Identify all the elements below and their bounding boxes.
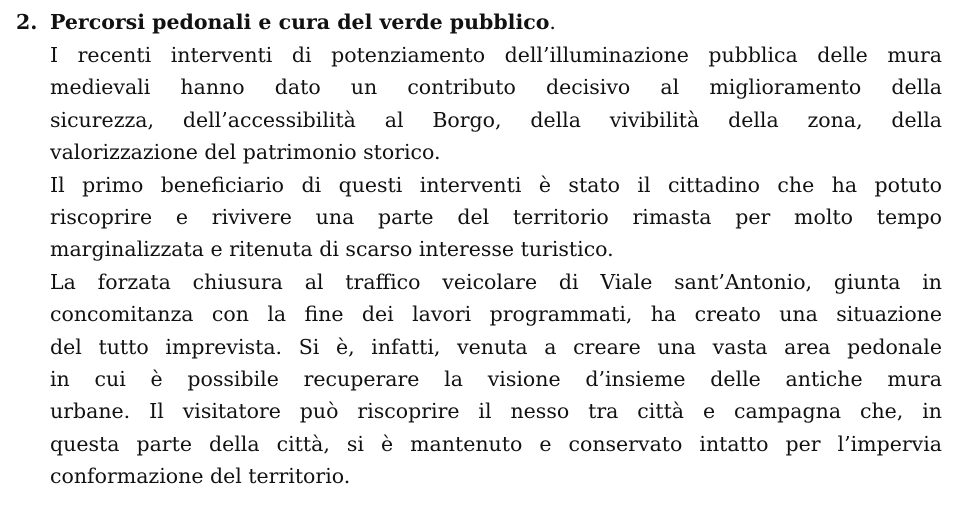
text-line: sicurezza, dell’accessibilità al Borgo, della vivibilità della zona, della <box>50 107 942 132</box>
text-line: concomitanza con la fine dei lavori programmati, ha creato una situazione <box>50 302 942 327</box>
text-line: urbane. Il visitatore può riscoprire il nesso tra città e campagna che, in <box>50 399 942 424</box>
text-line: I recenti interventi di potenziamento dell’illuminazione pubblica delle mura <box>50 43 942 67</box>
section-title: Percorsi pedonali e cura del verde pubblico <box>50 10 550 34</box>
text-line: marginalizzata e ritenuta di scarso interesse turistico. <box>50 237 614 262</box>
section-heading <box>16 7 556 37</box>
text-line: medievali hanno dato un contributo decisivo al miglioramento della <box>50 75 942 100</box>
text-line: in cui è possibile recuperare la visione d’insieme delle antiche mura <box>50 367 942 391</box>
text-line: valorizzazione del patrimonio storico. <box>50 140 441 165</box>
text-line: del tutto imprevista. Si è, infatti, venuta a creare una vasta area pedonale <box>50 334 942 359</box>
text-line: Il primo beneficiario di questi interventi è stato il cittadino che ha potuto <box>50 172 942 197</box>
section-title-period: . <box>549 10 556 34</box>
text-line: questa parte della città, si è mantenuto e conservato intatto per l’impervia <box>50 431 942 456</box>
text-line: conformazione del territorio. <box>50 464 351 489</box>
text-line: riscoprire e rivivere una parte del territorio rimasta per molto tempo <box>50 205 942 229</box>
text-line: La forzata chiusura al traffico veicolare di Viale sant’Antonio, giunta in <box>50 269 942 294</box>
section-number: 2. <box>16 10 38 34</box>
